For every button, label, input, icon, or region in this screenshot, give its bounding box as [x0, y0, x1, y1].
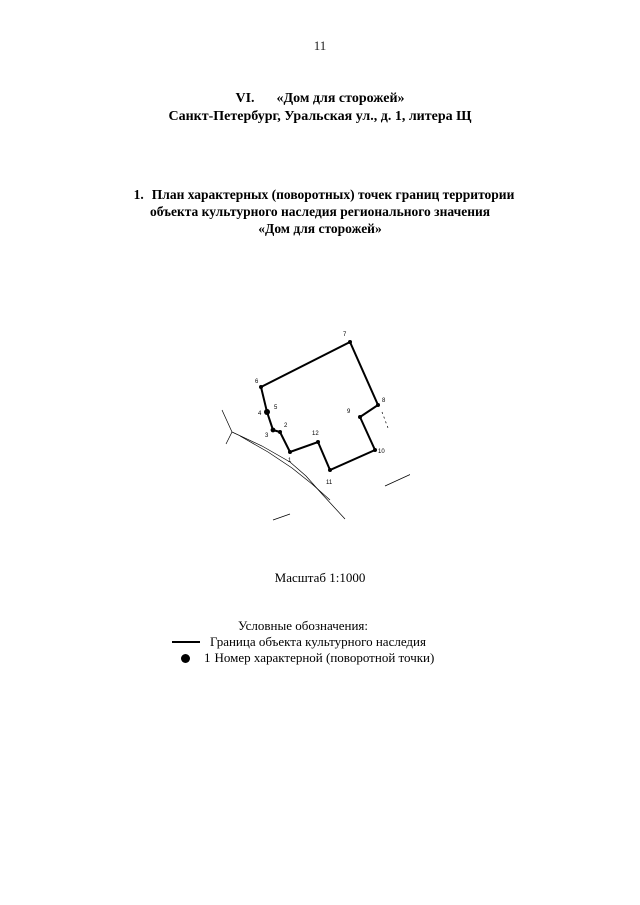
point-label: 5 [274, 405, 278, 411]
point-label: 4 [258, 411, 262, 417]
point-labels [255, 332, 386, 486]
heritage-boundary [261, 342, 378, 470]
point-label: 6 [255, 379, 259, 385]
plan-number: 1. [133, 187, 144, 202]
plan-heading-line3: «Дом для сторожей» [258, 221, 382, 236]
map-scale: Масштаб 1:1000 [274, 570, 366, 585]
plan-heading-line1: План характерных (поворотных) точек границ территории [151, 187, 515, 202]
context-line [222, 410, 232, 444]
legend-boundary-row [172, 634, 426, 650]
point-label: 10 [378, 449, 385, 455]
point-marker [288, 450, 292, 454]
section-title: «Дом для сторожей» [276, 91, 405, 106]
context-line [382, 412, 388, 428]
legend-point-row [172, 650, 434, 666]
point-label: 7 [343, 332, 347, 338]
point-label: 11 [326, 480, 333, 486]
point-label: 12 [312, 431, 319, 437]
section-heading [0, 90, 640, 126]
point-marker [265, 409, 269, 413]
point-marker [316, 440, 320, 444]
context-lines [222, 410, 410, 520]
legend-title: Условные обозначения: [238, 618, 369, 633]
point-marker [373, 448, 377, 452]
point-label: 3 [265, 433, 269, 439]
point-dot-symbol [181, 654, 190, 663]
legend-point-sample: 1 [204, 650, 211, 665]
legend-boundary-label: Граница объекта культурного наследия [210, 634, 426, 649]
point-marker [259, 385, 263, 389]
legend-point-label: Номер характерной (поворотной точки) [214, 650, 435, 665]
page-number: 11 [313, 38, 327, 53]
point-marker [358, 415, 362, 419]
point-marker [328, 468, 332, 472]
point-label: 2 [284, 423, 288, 429]
point-marker [278, 430, 282, 434]
section-number: VI. [235, 91, 255, 106]
plan-heading-line2: объекта культурного наследия регионального значения [149, 204, 491, 219]
context-line [240, 436, 330, 500]
boundary-line-symbol [172, 641, 200, 643]
plan-heading [0, 186, 640, 237]
point-label: 9 [347, 409, 351, 415]
context-line [385, 470, 410, 486]
boundary-plan-map [200, 325, 410, 525]
point-label: 8 [382, 398, 386, 404]
section-address: Санкт-Петербург, Уральская ул., д. 1, литера Щ [168, 109, 472, 124]
point-marker [348, 340, 352, 344]
context-line [232, 432, 345, 519]
context-line [273, 514, 290, 520]
point-marker [271, 428, 276, 433]
point-marker [376, 403, 380, 407]
point-label: 1 [288, 458, 292, 464]
